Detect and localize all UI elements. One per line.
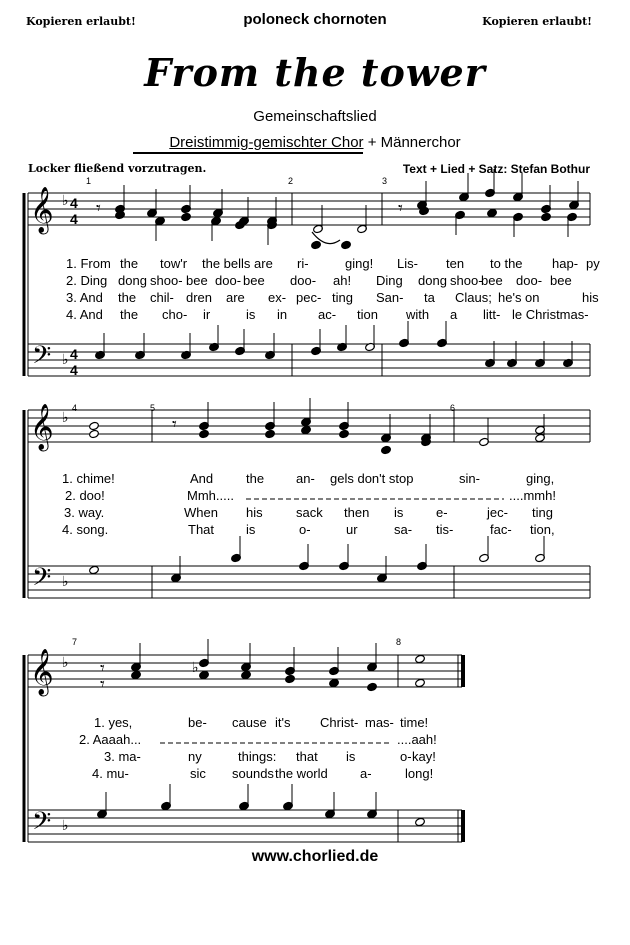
lyric-syllable: Lis- xyxy=(397,256,418,271)
lyric-syllable: dong xyxy=(118,273,147,288)
lyric-syllable: is xyxy=(246,307,256,322)
flat-sign: ♭ xyxy=(62,818,69,834)
treble-lower-note xyxy=(241,670,252,679)
lyric-syllable: sack xyxy=(296,505,323,520)
bass-clef-icon: 𝄢 xyxy=(32,341,52,376)
lyric-syllable: with xyxy=(406,307,430,322)
lyric-syllable: 2. Aaaah... xyxy=(79,732,142,747)
bass-whole-note xyxy=(415,817,426,826)
eighth-rest: 𝄾 xyxy=(398,198,403,219)
lyric-syllable: ....aah! xyxy=(397,732,437,747)
lyric-syllable: ....mmh! xyxy=(509,488,556,503)
lyric-syllable: chil- xyxy=(150,290,174,305)
lyric-syllable: pec- xyxy=(296,290,322,305)
lyric-syllable: 4. mu- xyxy=(92,766,129,781)
lyric-syllable: kay! xyxy=(412,749,436,764)
lyric-syllable: ging, xyxy=(526,471,555,486)
lyric-syllable: bee xyxy=(186,273,208,288)
measure-number: 2 xyxy=(288,176,294,186)
lyric-syllable: Ding xyxy=(376,273,403,288)
treble-lower-note xyxy=(541,212,552,221)
measure-number: 1 xyxy=(86,176,92,186)
treble-lower-note xyxy=(311,240,322,249)
eighth-rest: 𝄾 xyxy=(96,198,101,219)
lyric-syllable: ir xyxy=(203,307,211,322)
lyric-syllable: cause xyxy=(232,715,267,730)
lyric-syllable: le Christmas- xyxy=(512,307,589,322)
lyric-syllable: the xyxy=(246,471,265,486)
lyric-syllable: dong xyxy=(418,273,447,288)
copy-notice-left: Kopieren erlaubt! xyxy=(26,15,136,28)
measure-number: 6 xyxy=(450,403,456,413)
treble-clef-icon: 𝄞 xyxy=(30,649,54,695)
lyric-syllable: is xyxy=(246,522,256,537)
treble-lower-note xyxy=(131,670,142,679)
lyric-syllable: a- xyxy=(360,766,372,781)
treble-lower-note xyxy=(265,429,276,438)
flat-sign: ♭ xyxy=(62,352,69,368)
lyric-syllable: is xyxy=(394,505,404,520)
lyric-syllable: ac- xyxy=(318,307,337,322)
treble-lower-note xyxy=(199,670,210,679)
lyric-syllable: shoo- xyxy=(150,273,183,288)
lyric-syllable: hap- xyxy=(552,256,579,271)
measure-number: 3 xyxy=(382,176,388,186)
whole-note xyxy=(415,654,426,663)
lyric-syllable: ten xyxy=(446,256,465,271)
treble-lower-note xyxy=(199,429,210,438)
lyric-syllable: an- xyxy=(296,471,315,486)
lyric-syllable: time! xyxy=(400,715,429,730)
lyric-syllable: the bells are xyxy=(202,256,273,271)
lyric-syllable: tis- xyxy=(436,522,454,537)
lyric-syllable: And xyxy=(190,471,214,486)
lyric-syllable: in xyxy=(277,307,288,322)
lyric-syllable: it's xyxy=(275,715,291,730)
lyric-syllable: dren xyxy=(186,290,213,305)
lyric-syllable: doo- xyxy=(516,273,543,288)
lyric-syllable: sin- xyxy=(459,471,480,486)
tempo-marking: Locker fließend vorzutragen. xyxy=(28,162,207,175)
lyric-syllable: the world xyxy=(275,766,328,781)
bass-clef-icon: 𝄢 xyxy=(32,563,52,598)
flat-sign: ♭ xyxy=(62,655,69,671)
voicing-underlined: Dreistimmig-gemischter Chor xyxy=(169,134,364,151)
lyric-syllable: When xyxy=(184,505,218,520)
lyric-syllable: things: xyxy=(238,749,277,764)
flat-sign: ♭ xyxy=(62,574,69,590)
lyric-syllable: sa- xyxy=(394,522,413,537)
lyric-syllable: cho- xyxy=(162,307,188,322)
lyric-syllable: ting xyxy=(532,505,553,520)
lyric-syllable: 2. Ding xyxy=(66,273,108,288)
lyric-syllable: bee xyxy=(481,273,503,288)
measure-number: 5 xyxy=(150,403,156,413)
measure-number: 4 xyxy=(72,403,78,413)
credit-line: Text + Lied + Satz: Stefan Bothur xyxy=(402,162,590,176)
lyric-syllable: Claus; xyxy=(455,290,492,305)
lyric-syllable: tion xyxy=(357,307,378,322)
lyric-syllable: that xyxy=(296,749,318,764)
flat-sign: ♭ xyxy=(62,193,69,209)
lyric-syllable: his xyxy=(246,505,263,520)
eighth-rest: 𝄾 xyxy=(100,674,105,695)
lyric-syllable: 1. From xyxy=(66,256,111,271)
treble-lower-note xyxy=(301,425,312,434)
lyric-syllable: sic xyxy=(190,766,206,781)
lyric-syllable: litt- xyxy=(483,307,501,322)
treble-lower-note xyxy=(285,674,296,683)
lyric-syllable: That xyxy=(188,522,215,537)
lyric-syllable: he's on xyxy=(498,290,540,305)
lyric-syllable: ting xyxy=(332,290,353,305)
lyric-syllable: py xyxy=(586,256,600,271)
lyric-syllable: 3. way. xyxy=(64,505,105,520)
lyric-syllable: tion, xyxy=(530,522,555,537)
lyric-syllable: 4. song. xyxy=(62,522,109,537)
lyric-syllable: ur xyxy=(346,522,358,537)
lyric-syllable: the xyxy=(120,307,139,322)
treble-lower-note xyxy=(339,429,350,438)
bass-clef-icon: 𝄢 xyxy=(32,807,52,842)
treble-clef-icon: 𝄞 xyxy=(30,187,54,233)
lyric-syllable: ging! xyxy=(345,256,374,271)
lyric-syllable: be- xyxy=(188,715,207,730)
lyric-syllable: 3. ma- xyxy=(104,749,141,764)
lyric-syllable: bee xyxy=(550,273,572,288)
song-subtitle: Gemeinschaftslied xyxy=(253,108,377,125)
lyric-syllable: mas- xyxy=(365,715,394,730)
lyric-syllable: Mmh..... xyxy=(187,488,234,503)
lyric-syllable: long! xyxy=(405,766,434,781)
lyric-syllable: are xyxy=(226,290,245,305)
song-title: From the tower xyxy=(144,50,486,95)
lyric-syllable: o- xyxy=(400,749,412,764)
copy-notice-right: Kopieren erlaubt! xyxy=(482,15,592,28)
lyric-syllable: his xyxy=(582,290,599,305)
lyric-syllable: tow'r xyxy=(160,256,188,271)
time-signature-top: 4 xyxy=(70,195,78,211)
flat-sign: ♭ xyxy=(192,660,199,676)
lyric-syllable: then xyxy=(344,505,370,520)
treble-lower-note xyxy=(181,212,192,221)
lyric-syllable: a xyxy=(450,307,458,322)
lyric-syllable: ri- xyxy=(297,256,309,271)
lyric-syllable: the xyxy=(118,290,137,305)
measure-number: 8 xyxy=(396,637,402,647)
lyric-syllable: the xyxy=(120,256,139,271)
lyric-syllable: shoo- xyxy=(450,273,483,288)
lyric-syllable: o- xyxy=(299,522,311,537)
treble-lower-note xyxy=(367,682,378,691)
lyric-syllable: Christ- xyxy=(320,715,359,730)
treble-clef-icon: 𝄞 xyxy=(30,404,54,450)
treble-lower-note xyxy=(329,678,340,687)
voicing-rest: + Männerchor xyxy=(363,134,461,151)
lyric-syllable: gels don't stop xyxy=(330,471,414,486)
lyric-syllable: bee xyxy=(243,273,265,288)
lyric-syllable: 3. And xyxy=(66,290,103,305)
lyric-syllable: ta xyxy=(424,290,435,305)
whole-note xyxy=(415,678,426,687)
time-signature-bottom: 4 xyxy=(70,211,78,227)
publisher-name: poloneck chornoten xyxy=(243,11,387,28)
website-footer[interactable]: www.chorlied.de xyxy=(251,848,379,865)
eighth-rest: 𝄾 xyxy=(100,658,105,679)
lyric-syllable: 4. And xyxy=(66,307,103,322)
lyric-syllable: jec- xyxy=(487,505,508,520)
lyric-syllable: doo- xyxy=(215,273,242,288)
lyric-syllable: San- xyxy=(376,290,404,305)
lyric-syllable: fac- xyxy=(490,522,512,537)
measure-number: 7 xyxy=(72,637,78,647)
time-signature-bottom: 4 xyxy=(70,362,78,378)
treble-lower-note xyxy=(487,208,498,217)
lyric-syllable: ex- xyxy=(268,290,287,305)
lyric-syllable: e- xyxy=(436,505,448,520)
eighth-rest: 𝄾 xyxy=(172,414,177,435)
time-signature-top: 4 xyxy=(70,346,78,362)
lyric-syllable: to the xyxy=(490,256,523,271)
whole-note xyxy=(89,429,100,438)
lyric-syllable: 1. chime! xyxy=(62,471,115,486)
lyric-syllable: ny xyxy=(188,749,202,764)
treble-lower-note xyxy=(341,240,352,249)
lyric-syllable: 1. yes, xyxy=(94,715,133,730)
bass-whole-note xyxy=(89,565,100,574)
treble-lower-note xyxy=(381,445,392,454)
flat-sign: ♭ xyxy=(62,410,69,426)
lyric-syllable: is xyxy=(346,749,356,764)
lyric-syllable: ah! xyxy=(333,273,352,288)
lyric-syllable: doo- xyxy=(290,273,317,288)
whole-note xyxy=(89,421,100,430)
lyric-syllable: sounds xyxy=(232,766,274,781)
lyric-syllable: 2. doo! xyxy=(65,488,105,503)
